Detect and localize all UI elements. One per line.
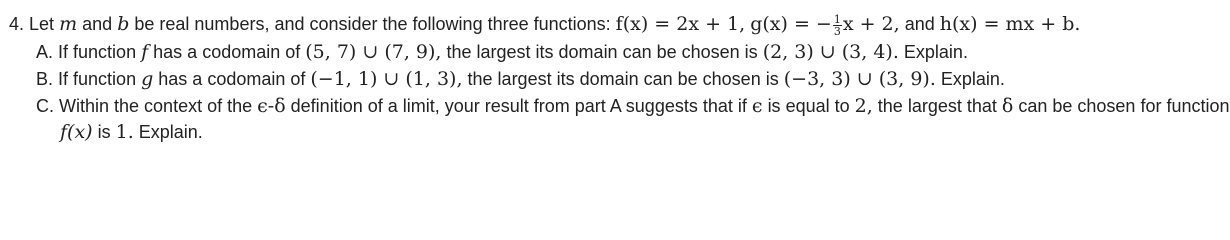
part-a-var: f [141, 41, 149, 63]
part-b-var: g [141, 68, 154, 90]
part-c-two: 2, [854, 95, 873, 117]
part-c-delta: δ [1001, 95, 1014, 117]
g-fraction [833, 14, 842, 37]
intro-text-2: and [82, 14, 113, 34]
part-c-text-2: definition of a limit, your result from part A suggests that if [290, 96, 747, 116]
part-a-codomain: (5, 7) ∪ (7, 9), [305, 41, 442, 63]
part-c-one: 1. [115, 121, 134, 143]
g-definition-right: x + 2, [842, 13, 900, 35]
part-a-label: A. [36, 42, 54, 62]
intro-text-1: Let [29, 14, 55, 34]
part-b-label: B. [36, 69, 54, 89]
problem-statement [9, 12, 1080, 37]
part-c [36, 94, 1230, 118]
var-b: b [117, 13, 130, 35]
problem-number: 4. [9, 14, 25, 34]
part-a [36, 40, 968, 64]
part-b-text-3: the largest its domain can be chosen is [467, 69, 779, 89]
part-c-text-7: Explain. [138, 122, 203, 142]
part-c-eps: ϵ [751, 95, 763, 117]
part-a-text-3: the largest its domain can be chosen is [446, 42, 758, 62]
part-a-text-1: If function [58, 42, 137, 62]
part-a-text-2: has a codomain of [153, 42, 301, 62]
var-m: m [59, 13, 78, 35]
part-c-text-3: is equal to [767, 96, 850, 116]
part-a-domain: (2, 3) ∪ (3, 4). [762, 41, 899, 63]
part-c-label: C. [36, 96, 54, 116]
part-b [36, 67, 1005, 91]
f-definition: f(x) = 2x + 1, [615, 13, 746, 35]
part-c-text-1: Within the context of the [59, 96, 253, 116]
g-fraction-denominator: 3 [833, 24, 841, 38]
part-b-domain: (−3, 3) ∪ (3, 9). [783, 68, 936, 90]
g-definition-left: g(x) = − [750, 13, 832, 35]
part-b-codomain: (−1, 1) ∪ (1, 3), [310, 68, 463, 90]
part-c-f-of-x: f(x) [60, 121, 93, 143]
part-c-text-6: is [97, 122, 111, 142]
part-c-text-4: the largest that [877, 96, 997, 116]
part-b-text-1: If function [58, 69, 137, 89]
part-c-text-5: can be chosen for function [1018, 96, 1230, 116]
g-fraction-numerator: 1 [833, 12, 841, 26]
intro-text-3: be real numbers, and consider the following three functions: [134, 14, 611, 34]
part-b-text-2: has a codomain of [158, 69, 306, 89]
part-a-text-4: Explain. [903, 42, 968, 62]
intro-text-4: and [904, 14, 935, 34]
part-b-text-4: Explain. [940, 69, 1005, 89]
part-c-eps-delta: ϵ-δ [257, 95, 286, 117]
h-definition: h(x) = mx + b. [939, 13, 1081, 35]
part-c-continued [60, 120, 203, 144]
